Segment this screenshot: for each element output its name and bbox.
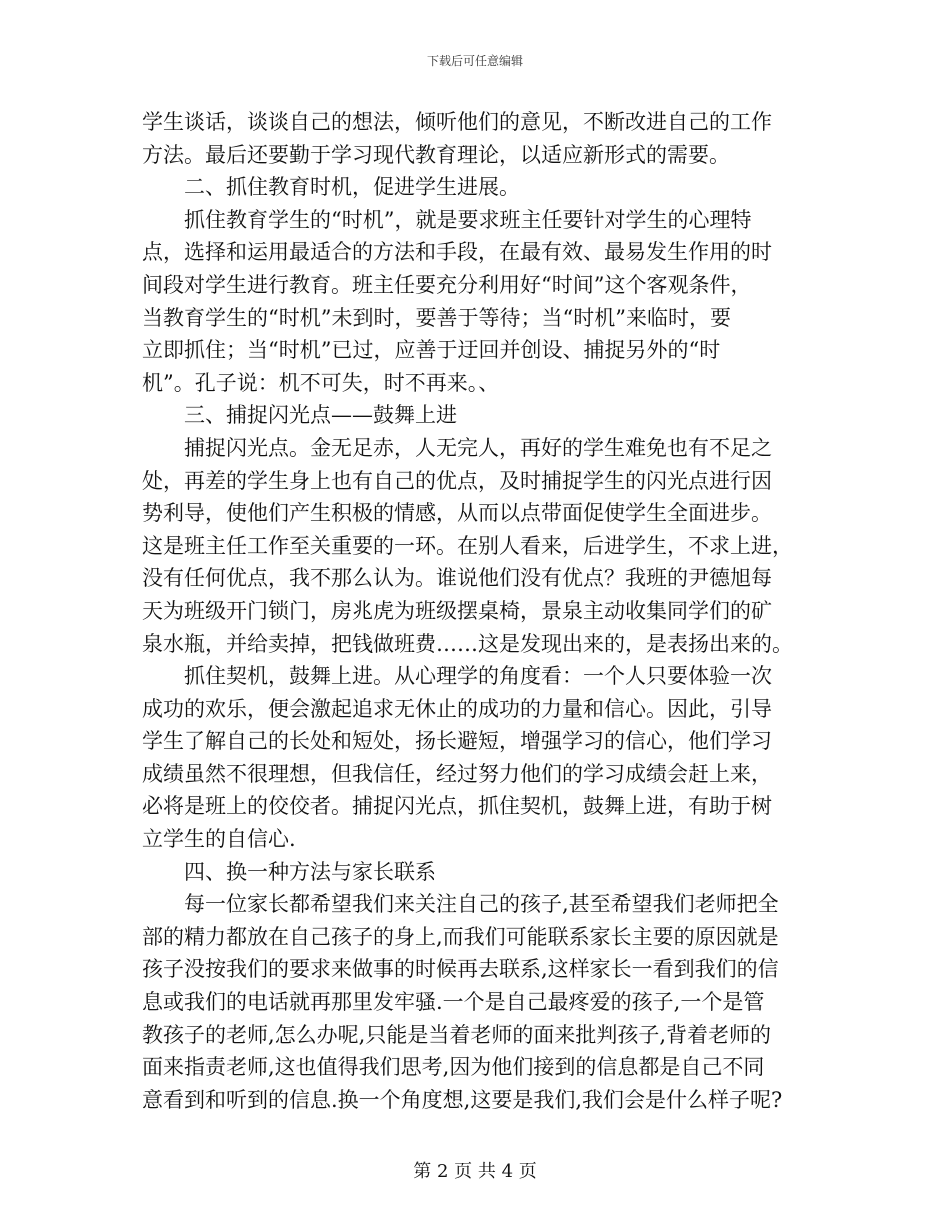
text-line: 意看到和听到的信息.换一个角度想,这要是我们,我们会是什么样子呢?	[142, 1087, 783, 1112]
text-line: 泉水瓶，并给卖掉，把钱做班费……这是发现出来的，是表扬出来的。	[142, 631, 793, 656]
text-line: 立即抓住；当“时机”已过，应善于迂回并创设、捕捉另外的“时	[142, 338, 721, 363]
section-heading: 三、捕捉闪光点——鼓舞上进	[184, 403, 457, 428]
text-line: 教孩子的老师,怎么办呢,只能是当着老师的面来批判孩子,背着老师的	[142, 1022, 772, 1047]
text-line: 天为班级开门锁门，房兆虎为班级摆桌椅，景泉主动收集同学们的矿	[142, 598, 772, 623]
text-line: 这是班主任工作至关重要的一环。在别人看来，后进学生，不求上进，	[142, 533, 793, 558]
paragraph-start: 每一位家长都希望我们来关注自己的孩子,甚至希望我们老师把全	[184, 892, 779, 917]
page-footer: 第 2 页 共 4 页	[413, 1161, 537, 1182]
paragraph-start: 捕捉闪光点。金无足赤，人无完人，再好的学生难免也有不足之	[184, 435, 772, 460]
paragraph-start: 抓住教育学生的“时机”，就是要求班主任要针对学生的心理特	[184, 207, 752, 232]
text-line: 当教育学生的“时机”未到时，要善于等待；当“时机”来临时，要	[142, 305, 731, 330]
text-line: 学生了解自己的长处和短处，扬长避短，增强学习的信心，他们学习	[142, 729, 772, 754]
text-line: 孩子没按我们的要求来做事的时候再去联系,这样家长一看到我们的信	[142, 957, 779, 982]
text-line: 成绩虽然不很理想，但我信任，经过努力他们的学习成绩会赶上来，	[142, 761, 772, 786]
text-line: 立学生的自信心.	[142, 827, 296, 852]
text-line: 间段对学生进行教育。班主任要充分利用好“时间”这个客观条件，	[142, 272, 752, 297]
document-body	[142, 106, 810, 1116]
text-line: 学生谈话，谈谈自己的想法，倾听他们的意见，不断改进自己的工作	[142, 110, 772, 134]
text-line: 成功的欢乐，便会激起追求无休止的成功的力量和信心。因此，引导	[142, 696, 772, 721]
text-line: 没有任何优点，我不那么认为。谁说他们没有优点？我班的尹德旭每	[142, 566, 772, 591]
text-line: 方法。最后还要勤于学习现代教育理论，以适应新形式的需要。	[142, 142, 730, 167]
paragraph-start: 抓住契机，鼓舞上进。从心理学的角度看：一个人只要体验一次	[184, 664, 772, 689]
text-line: 机”。孔子说：机不可失，时不再来。、	[142, 370, 500, 395]
section-heading: 二、抓住教育时机，促进学生进展。	[184, 175, 520, 200]
text-line: 必将是班上的佼佼者。捕捉闪光点，抓住契机，鼓舞上进，有助于树	[142, 794, 772, 819]
text-line: 面来指责老师,这也值得我们思考,因为他们接到的信息都是自己不同	[142, 1055, 765, 1080]
text-line: 部的精力都放在自己孩子的身上,而我们可能联系家长主要的原因就是	[142, 924, 779, 949]
section-heading: 四、换一种方法与家长联系	[184, 859, 436, 884]
text-line: 点，选择和运用最适合的方法和手段，在最有效、最易发生作用的时	[142, 240, 772, 265]
text-line: 息或我们的电话就再那里发牢骚.一个是自己最疼爱的孩子,一个是管	[142, 990, 765, 1015]
page-header: 下载后可任意编辑	[426, 54, 523, 68]
text-line: 势利导，使他们产生积极的情感，从而以点带面促使学生全面进步。	[142, 501, 772, 526]
text-line: 处，再差的学生身上也有自己的优点，及时捕捉学生的闪光点进行因	[142, 468, 772, 493]
